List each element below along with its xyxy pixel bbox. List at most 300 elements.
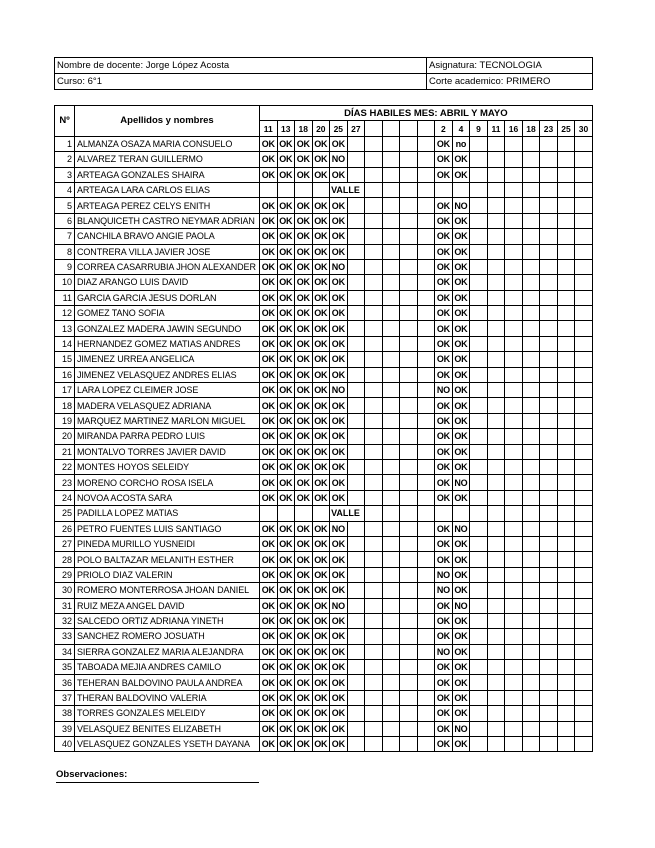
attendance-cell xyxy=(470,152,488,167)
attendance-cell: OK xyxy=(330,459,348,474)
attendance-cell: NO xyxy=(452,598,470,613)
attendance-cell xyxy=(417,352,435,367)
day-header: 2 xyxy=(435,121,453,136)
attendance-cell xyxy=(382,475,400,490)
attendance-cell xyxy=(400,290,418,305)
attendance-cell: OK xyxy=(277,306,295,321)
attendance-cell xyxy=(347,675,365,690)
attendance-cell xyxy=(487,459,505,474)
attendance-cell xyxy=(347,536,365,551)
attendance-cell xyxy=(505,213,523,228)
attendance-cell: OK xyxy=(277,459,295,474)
attendance-cell xyxy=(487,613,505,628)
attendance-cell xyxy=(382,690,400,705)
attendance-cell: OK xyxy=(330,367,348,382)
student-name: ARTEAGA LARA CARLOS ELIAS xyxy=(75,182,260,197)
attendance-cell xyxy=(557,367,575,382)
attendance-cell xyxy=(365,706,383,721)
attendance-cell xyxy=(347,444,365,459)
attendance-cell xyxy=(365,721,383,736)
attendance-cell xyxy=(365,413,383,428)
attendance-cell: OK xyxy=(330,136,348,151)
attendance-cell: OK xyxy=(452,398,470,413)
attendance-cell: OK xyxy=(295,244,313,259)
day-header: 11 xyxy=(260,121,278,136)
table-row xyxy=(55,613,593,628)
attendance-cell xyxy=(487,229,505,244)
attendance-cell xyxy=(295,182,313,197)
attendance-cell xyxy=(347,490,365,505)
attendance-cell xyxy=(470,321,488,336)
attendance-cell xyxy=(505,613,523,628)
table-row xyxy=(55,567,593,582)
attendance-cell xyxy=(540,583,558,598)
row-number: 33 xyxy=(55,629,75,644)
row-number: 17 xyxy=(55,383,75,398)
attendance-cell xyxy=(505,690,523,705)
attendance-cell xyxy=(417,367,435,382)
attendance-cell: OK xyxy=(295,413,313,428)
attendance-cell: OK xyxy=(452,244,470,259)
attendance-cell: OK xyxy=(260,213,278,228)
attendance-cell: OK xyxy=(435,613,453,628)
attendance-cell xyxy=(540,475,558,490)
row-number: 34 xyxy=(55,644,75,659)
attendance-cell: OK xyxy=(435,306,453,321)
attendance-cell: OK xyxy=(260,352,278,367)
table-row xyxy=(55,706,593,721)
attendance-cell xyxy=(522,367,540,382)
attendance-cell xyxy=(382,213,400,228)
row-number: 36 xyxy=(55,675,75,690)
attendance-cell xyxy=(522,598,540,613)
course: Curso: 6°1 xyxy=(55,74,427,90)
attendance-cell xyxy=(400,475,418,490)
row-number: 29 xyxy=(55,567,75,582)
attendance-cell xyxy=(347,721,365,736)
attendance-cell xyxy=(575,444,593,459)
row-number: 35 xyxy=(55,660,75,675)
attendance-cell: OK xyxy=(452,459,470,474)
table-row xyxy=(55,336,593,351)
attendance-cell xyxy=(487,182,505,197)
attendance-cell xyxy=(365,675,383,690)
attendance-cell xyxy=(382,613,400,628)
attendance-cell xyxy=(452,506,470,521)
attendance-cell: OK xyxy=(452,229,470,244)
attendance-cell: OK xyxy=(452,321,470,336)
student-name: VELASQUEZ BENITES ELIZABETH xyxy=(75,721,260,736)
attendance-cell: OK xyxy=(452,213,470,228)
table-row xyxy=(55,290,593,305)
attendance-cell xyxy=(382,336,400,351)
attendance-cell xyxy=(540,429,558,444)
attendance-cell: OK xyxy=(260,429,278,444)
table-row xyxy=(55,737,593,752)
attendance-cell: OK xyxy=(330,644,348,659)
attendance-cell xyxy=(470,613,488,628)
row-number: 40 xyxy=(55,737,75,752)
attendance-cell xyxy=(487,336,505,351)
attendance-cell xyxy=(575,475,593,490)
attendance-cell xyxy=(470,459,488,474)
table-row xyxy=(55,429,593,444)
attendance-cell xyxy=(575,536,593,551)
attendance-cell: OK xyxy=(312,613,330,628)
attendance-cell: OK xyxy=(452,567,470,582)
attendance-cell xyxy=(540,367,558,382)
attendance-cell xyxy=(540,383,558,398)
attendance-cell: OK xyxy=(277,259,295,274)
attendance-cell xyxy=(417,660,435,675)
attendance-cell: NO xyxy=(452,475,470,490)
attendance-cell xyxy=(400,259,418,274)
number-header: Nº xyxy=(55,106,75,137)
attendance-cell xyxy=(522,444,540,459)
attendance-cell xyxy=(365,490,383,505)
attendance-cell: OK xyxy=(312,567,330,582)
attendance-cell: OK xyxy=(295,290,313,305)
attendance-cell xyxy=(365,690,383,705)
attendance-cell xyxy=(540,244,558,259)
attendance-cell xyxy=(347,521,365,536)
attendance-cell xyxy=(505,198,523,213)
attendance-cell xyxy=(557,413,575,428)
attendance-cell xyxy=(470,660,488,675)
attendance-cell xyxy=(400,613,418,628)
attendance-cell: OK xyxy=(295,737,313,752)
attendance-cell xyxy=(522,690,540,705)
attendance-cell xyxy=(505,398,523,413)
attendance-cell: OK xyxy=(295,275,313,290)
attendance-cell: OK xyxy=(295,690,313,705)
attendance-cell xyxy=(487,706,505,721)
attendance-cell: OK xyxy=(295,136,313,151)
attendance-cell xyxy=(400,306,418,321)
attendance-cell xyxy=(487,290,505,305)
attendance-cell xyxy=(575,275,593,290)
attendance-cell xyxy=(365,167,383,182)
attendance-cell: OK xyxy=(295,490,313,505)
attendance-cell xyxy=(365,259,383,274)
attendance-cell: OK xyxy=(260,259,278,274)
attendance-cell: NO xyxy=(330,521,348,536)
attendance-cell: OK xyxy=(312,383,330,398)
attendance-cell xyxy=(470,136,488,151)
attendance-cell: OK xyxy=(260,552,278,567)
attendance-cell xyxy=(575,613,593,628)
attendance-cell xyxy=(505,660,523,675)
attendance-cell xyxy=(400,229,418,244)
attendance-cell xyxy=(575,459,593,474)
attendance-cell: OK xyxy=(330,444,348,459)
attendance-cell: OK xyxy=(330,475,348,490)
attendance-cell xyxy=(435,182,453,197)
attendance-cell: OK xyxy=(330,336,348,351)
row-number: 12 xyxy=(55,306,75,321)
attendance-cell xyxy=(575,290,593,305)
row-number: 23 xyxy=(55,475,75,490)
attendance-cell: OK xyxy=(435,259,453,274)
attendance-cell xyxy=(557,490,575,505)
attendance-cell xyxy=(505,136,523,151)
attendance-cell: OK xyxy=(260,167,278,182)
attendance-cell: OK xyxy=(452,290,470,305)
attendance-cell: OK xyxy=(330,490,348,505)
table-row xyxy=(55,352,593,367)
attendance-cell: OK xyxy=(312,213,330,228)
attendance-cell xyxy=(470,306,488,321)
attendance-cell xyxy=(575,721,593,736)
attendance-cell: OK xyxy=(452,336,470,351)
attendance-cell xyxy=(505,721,523,736)
attendance-cell xyxy=(365,229,383,244)
attendance-cell: OK xyxy=(312,398,330,413)
attendance-cell xyxy=(382,459,400,474)
attendance-cell: OK xyxy=(312,583,330,598)
attendance-cell xyxy=(347,198,365,213)
table-row xyxy=(55,182,593,197)
attendance-cell xyxy=(400,398,418,413)
attendance-cell xyxy=(557,737,575,752)
attendance-cell xyxy=(382,398,400,413)
table-row xyxy=(55,675,593,690)
attendance-cell xyxy=(417,475,435,490)
attendance-cell: OK xyxy=(295,521,313,536)
attendance-cell xyxy=(365,459,383,474)
attendance-cell: OK xyxy=(435,598,453,613)
attendance-cell: OK xyxy=(260,567,278,582)
attendance-cell xyxy=(347,552,365,567)
attendance-cell: OK xyxy=(260,398,278,413)
table-row xyxy=(55,583,593,598)
attendance-cell: OK xyxy=(312,229,330,244)
attendance-cell xyxy=(557,398,575,413)
attendance-cell xyxy=(575,660,593,675)
row-number: 8 xyxy=(55,244,75,259)
attendance-cell xyxy=(522,567,540,582)
attendance-cell xyxy=(522,383,540,398)
attendance-cell: OK xyxy=(277,429,295,444)
attendance-cell: OK xyxy=(277,598,295,613)
attendance-cell xyxy=(505,429,523,444)
student-name: CORREA CASARRUBIA JHON ALEXANDER xyxy=(75,259,260,274)
student-name: VELASQUEZ GONZALES YSETH DAYANA xyxy=(75,737,260,752)
attendance-cell: OK xyxy=(295,598,313,613)
attendance-cell xyxy=(417,383,435,398)
table-row xyxy=(55,459,593,474)
attendance-cell: OK xyxy=(452,737,470,752)
attendance-cell xyxy=(347,644,365,659)
attendance-cell: NO xyxy=(435,583,453,598)
attendance-cell xyxy=(540,567,558,582)
attendance-cell xyxy=(365,213,383,228)
attendance-cell: OK xyxy=(330,567,348,582)
attendance-cell: NO xyxy=(435,567,453,582)
attendance-cell: OK xyxy=(260,737,278,752)
attendance-cell xyxy=(365,136,383,151)
attendance-cell xyxy=(400,275,418,290)
attendance-cell xyxy=(347,459,365,474)
attendance-cell: OK xyxy=(435,367,453,382)
attendance-cell xyxy=(452,182,470,197)
attendance-cell: OK xyxy=(435,398,453,413)
day-header: 18 xyxy=(295,121,313,136)
row-number: 31 xyxy=(55,598,75,613)
attendance-cell xyxy=(487,552,505,567)
attendance-cell xyxy=(400,629,418,644)
attendance-cell: OK xyxy=(435,536,453,551)
attendance-cell: OK xyxy=(260,321,278,336)
attendance-cell: OK xyxy=(452,413,470,428)
attendance-cell: OK xyxy=(452,536,470,551)
attendance-cell xyxy=(505,737,523,752)
attendance-cell: OK xyxy=(435,429,453,444)
attendance-cell xyxy=(312,506,330,521)
attendance-cell: OK xyxy=(277,213,295,228)
attendance-cell: OK xyxy=(260,721,278,736)
row-number: 30 xyxy=(55,583,75,598)
student-name: MONTES HOYOS SELEIDY xyxy=(75,459,260,474)
attendance-cell xyxy=(505,259,523,274)
attendance-cell xyxy=(540,259,558,274)
attendance-cell xyxy=(540,198,558,213)
attendance-cell xyxy=(505,552,523,567)
student-name: CANCHILA BRAVO ANGIE PAOLA xyxy=(75,229,260,244)
attendance-cell xyxy=(522,413,540,428)
attendance-cell xyxy=(277,506,295,521)
attendance-cell xyxy=(522,321,540,336)
attendance-cell xyxy=(400,737,418,752)
days-title: DÍAS HABILES MES: ABRIL Y MAYO xyxy=(260,106,593,121)
attendance-cell xyxy=(522,429,540,444)
attendance-cell: OK xyxy=(452,644,470,659)
attendance-cell xyxy=(575,182,593,197)
attendance-cell xyxy=(487,213,505,228)
attendance-cell: OK xyxy=(260,229,278,244)
attendance-cell: OK xyxy=(452,152,470,167)
attendance-cell xyxy=(347,398,365,413)
observations-label: Observaciones: xyxy=(56,769,259,783)
attendance-cell xyxy=(540,306,558,321)
attendance-cell xyxy=(522,675,540,690)
row-number: 39 xyxy=(55,721,75,736)
attendance-cell xyxy=(382,352,400,367)
attendance-cell: OK xyxy=(312,336,330,351)
attendance-cell xyxy=(575,383,593,398)
attendance-cell xyxy=(540,721,558,736)
attendance-cell xyxy=(505,152,523,167)
attendance-cell xyxy=(470,583,488,598)
attendance-cell xyxy=(575,336,593,351)
attendance-cell: OK xyxy=(312,259,330,274)
attendance-cell xyxy=(417,459,435,474)
student-name: MORENO CORCHO ROSA ISELA xyxy=(75,475,260,490)
attendance-cell: OK xyxy=(277,167,295,182)
attendance-cell: OK xyxy=(295,367,313,382)
attendance-cell: OK xyxy=(452,706,470,721)
attendance-cell xyxy=(575,521,593,536)
attendance-cell: OK xyxy=(312,552,330,567)
attendance-cell: OK xyxy=(312,413,330,428)
attendance-cell: NO xyxy=(452,521,470,536)
student-name: GARCIA GARCIA JESUS DORLAN xyxy=(75,290,260,305)
row-number: 19 xyxy=(55,413,75,428)
attendance-cell xyxy=(382,567,400,582)
attendance-cell xyxy=(540,152,558,167)
attendance-cell: OK xyxy=(295,429,313,444)
attendance-cell: OK xyxy=(312,152,330,167)
attendance-cell: OK xyxy=(435,167,453,182)
attendance-cell: OK xyxy=(330,706,348,721)
attendance-cell xyxy=(347,213,365,228)
attendance-cell xyxy=(400,690,418,705)
attendance-cell: OK xyxy=(277,552,295,567)
attendance-cell xyxy=(417,644,435,659)
attendance-cell: OK xyxy=(277,413,295,428)
attendance-cell: OK xyxy=(312,167,330,182)
attendance-cell xyxy=(505,675,523,690)
day-header xyxy=(400,121,418,136)
attendance-cell xyxy=(487,644,505,659)
table-row xyxy=(55,213,593,228)
attendance-cell xyxy=(417,721,435,736)
student-name: ARTEAGA PEREZ CELYS ENITH xyxy=(75,198,260,213)
attendance-cell: OK xyxy=(435,552,453,567)
attendance-cell: OK xyxy=(260,290,278,305)
attendance-cell xyxy=(557,136,575,151)
attendance-cell: OK xyxy=(260,629,278,644)
attendance-cell xyxy=(575,352,593,367)
attendance-cell xyxy=(557,583,575,598)
attendance-cell: OK xyxy=(260,583,278,598)
attendance-cell: OK xyxy=(452,583,470,598)
attendance-cell: OK xyxy=(312,429,330,444)
attendance-cell xyxy=(417,306,435,321)
attendance-cell xyxy=(487,444,505,459)
attendance-cell: OK xyxy=(277,198,295,213)
attendance-cell xyxy=(417,583,435,598)
attendance-cell: NO xyxy=(330,383,348,398)
attendance-cell: OK xyxy=(452,675,470,690)
student-name: MADERA VELASQUEZ ADRIANA xyxy=(75,398,260,413)
student-name: SIERRA GONZALEZ MARIA ALEJANDRA xyxy=(75,644,260,659)
names-header: Apellidos y nombres xyxy=(75,106,260,137)
attendance-cell xyxy=(365,383,383,398)
attendance-cell xyxy=(487,167,505,182)
attendance-cell: OK xyxy=(330,413,348,428)
attendance-cell: OK xyxy=(277,352,295,367)
attendance-cell xyxy=(487,598,505,613)
attendance-cell xyxy=(487,506,505,521)
attendance-cell xyxy=(400,444,418,459)
attendance-cell xyxy=(417,706,435,721)
attendance-cell xyxy=(522,259,540,274)
attendance-cell xyxy=(382,152,400,167)
attendance-cell xyxy=(540,536,558,551)
attendance-cell: OK xyxy=(277,536,295,551)
attendance-cell xyxy=(470,167,488,182)
attendance-cell: OK xyxy=(330,321,348,336)
attendance-cell: OK xyxy=(260,198,278,213)
table-row xyxy=(55,721,593,736)
student-name: RUIZ MEZA ANGEL DAVID xyxy=(75,598,260,613)
attendance-cell xyxy=(522,290,540,305)
student-name: MARQUEZ MARTINEZ MARLON MIGUEL xyxy=(75,413,260,428)
attendance-cell xyxy=(557,259,575,274)
attendance-cell: OK xyxy=(295,567,313,582)
attendance-cell: OK xyxy=(312,644,330,659)
